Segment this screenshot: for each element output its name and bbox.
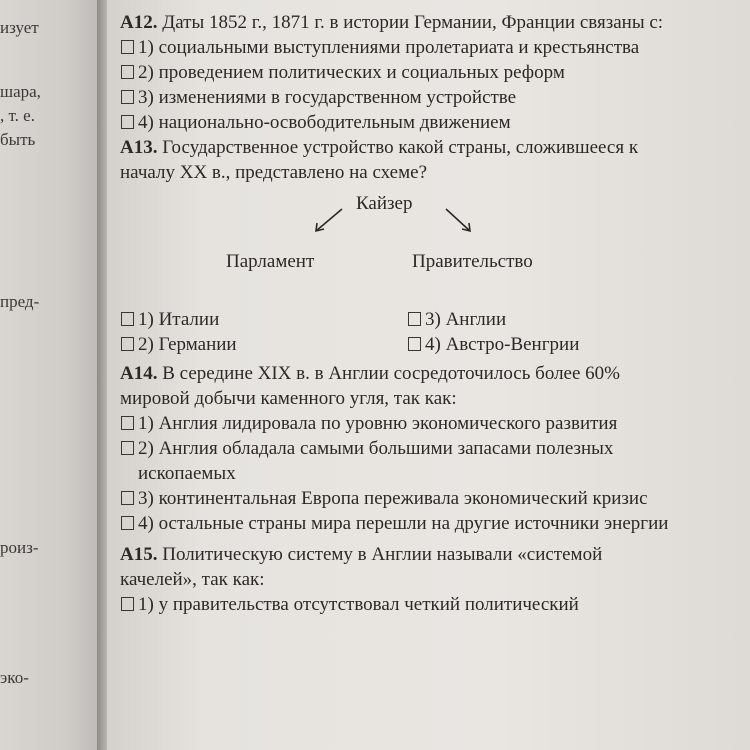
question-number: А14.: [120, 363, 158, 384]
answer-option[interactable]: [120, 307, 219, 332]
question-a14: [120, 361, 675, 411]
checkbox[interactable]: [121, 312, 134, 326]
answer-option[interactable]: [120, 486, 675, 511]
left-page-fragment: пред-: [0, 292, 40, 311]
option-label: 3) Англии: [425, 309, 507, 330]
left-page-fragment: изует: [0, 18, 39, 37]
left-page-fragment: , т. е.: [0, 106, 35, 125]
scheme-node-government: Правительство: [412, 251, 533, 272]
checkbox[interactable]: [408, 337, 421, 351]
question-number: А12.: [120, 12, 158, 33]
answer-option[interactable]: [120, 411, 675, 436]
option-label: 4) Австро-Венгрии: [425, 334, 580, 355]
question-text: Политическую систему в Англии называли «системой качелей», так как:: [120, 544, 603, 590]
question-text: В середине XIX в. в Англии сосредоточилось более 60% мировой добычи каменного угля, так как:: [120, 363, 620, 409]
option-label: 4) остальные страны мира перешли на другие источники энергии: [138, 513, 669, 534]
arrow-right: [446, 209, 470, 231]
right-page: [107, 0, 750, 750]
scheme-node-parliament: Парламент: [226, 251, 315, 272]
left-page: [0, 0, 97, 750]
answer-option[interactable]: [120, 511, 675, 536]
answer-option[interactable]: [407, 307, 506, 332]
answer-option[interactable]: [120, 436, 675, 486]
question-text: Государственное устройство какой страны, сложившееся к началу XX в., представлено на схеме?: [120, 137, 639, 183]
book-gutter: [97, 0, 107, 750]
answer-option[interactable]: [120, 85, 675, 110]
government-scheme: [120, 187, 675, 307]
scheme-node-kaiser: Кайзер: [356, 193, 413, 214]
checkbox[interactable]: [121, 597, 134, 611]
answer-option[interactable]: [407, 332, 579, 357]
option-label: 1) социальными выступлениями пролетариата и крестьянства: [138, 37, 640, 58]
option-label: 4) национально-освободительным движением: [138, 112, 511, 133]
question-number: А13.: [120, 137, 158, 158]
answer-option[interactable]: [120, 60, 675, 85]
answer-option[interactable]: [120, 35, 675, 60]
question-a13: [120, 135, 675, 185]
left-page-fragment: быть: [0, 130, 36, 149]
checkbox[interactable]: [121, 441, 134, 455]
question-a12: [120, 10, 675, 35]
page-content: [120, 10, 675, 617]
answer-option[interactable]: [120, 332, 237, 357]
left-page-fragment: эко-: [0, 668, 29, 687]
checkbox[interactable]: [121, 115, 134, 129]
checkbox[interactable]: [408, 312, 421, 326]
checkbox[interactable]: [121, 491, 134, 505]
option-label: 1) Англия лидировала по уровню экономического развития: [138, 413, 618, 434]
question-a15: [120, 542, 675, 592]
option-label: 2) Германии: [138, 334, 237, 355]
checkbox[interactable]: [121, 337, 134, 351]
left-page-fragment: шара,: [0, 82, 41, 101]
option-label: 1) у правительства отсутствовал четкий политический: [138, 594, 579, 615]
option-label: 3) континентальная Европа переживала экономический кризис: [138, 488, 648, 509]
question-text: Даты 1852 г., 1871 г. в истории Германии, Франции связаны с:: [162, 12, 664, 33]
answer-options-grid: [120, 307, 675, 361]
arrow-left: [316, 209, 342, 231]
option-label: 2) проведением политических и социальных реформ: [138, 62, 565, 83]
checkbox[interactable]: [121, 90, 134, 104]
left-page-fragment: роиз-: [0, 538, 39, 557]
option-label: 3) изменениями в государственном устройстве: [138, 87, 517, 108]
checkbox[interactable]: [121, 516, 134, 530]
answer-option[interactable]: [120, 110, 675, 135]
option-label: 1) Италии: [138, 309, 220, 330]
answer-option[interactable]: [120, 592, 675, 617]
option-label: 2) Англия обладала самыми большими запасами полезных ископаемых: [138, 438, 614, 484]
checkbox[interactable]: [121, 416, 134, 430]
checkbox[interactable]: [121, 40, 134, 54]
scheme-arrows: [120, 187, 675, 307]
question-number: А15.: [120, 544, 158, 565]
checkbox[interactable]: [121, 65, 134, 79]
